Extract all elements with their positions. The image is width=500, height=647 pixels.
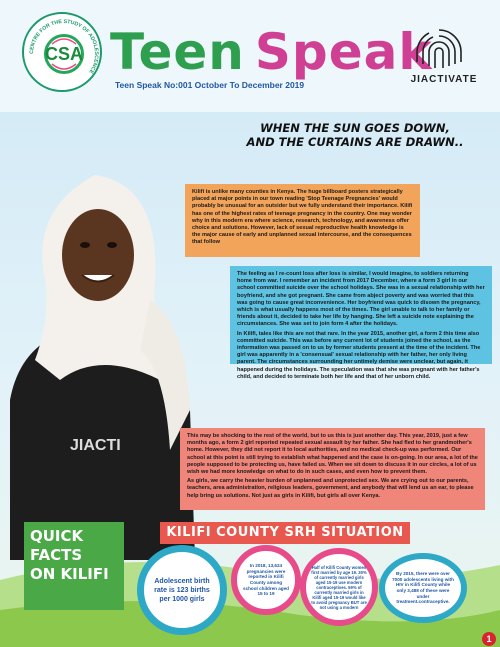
quick-line2: FACTS: [30, 546, 83, 564]
quick-line1: QUICK: [30, 527, 84, 545]
fact-text: In 2018, 13,624 pregnancies were reported in Kilifi County among school children aged 15 to 19: [243, 563, 289, 597]
fact-text: Adolescent birth rate is 123 births per 1000 girls: [154, 577, 210, 603]
masthead-title: [110, 22, 433, 82]
story-appeal-p1: This may be shocking to the rest of the world, but to us this is just another day. This year, 2019, just a few months ago, a form 2 girl reported repeated sexual assault by her father. She had fled to her grandmother's home. However, they did not report it to local authorities, and no medical check-up was performed. Our school at this point is still trying to establish what happened and the case is on-going. In our area, a lot of the people supposed to be protecting us, have failed us. When we sit down to discuss it in our circles, a lot of us wish we had more knowledge on what to do in such cases, and even how to prevent them.: [187, 433, 478, 476]
partner-name: JIACTIVATE: [410, 74, 478, 85]
story-intro-text: Kilifi is unlike many counties in Kenya. The huge billboard posters strategically placed at major points in our town reading 'Stop Teenage Pregnancies' would probably be unusual for an outsider but we fully understand their importance. Kilifi has one of the highest rates of teenage pregnancy in the country. One may wonder why in this modern era where science, research, technology, and awareness offer choice and solutions. However, lack of sexual reproductive health knowledge is the major cause of early and unplanned sexual intercourse, and the consequences that follow: [192, 189, 413, 246]
story-headline: [230, 121, 480, 149]
story-box-intro: [185, 184, 420, 257]
page-number: 1: [482, 632, 496, 646]
shirt-text: JIACTI: [70, 437, 121, 454]
story-box-appeal: [180, 428, 485, 510]
logo-ring-text: CENTRE FOR THE STUDY OF ADOLESCENCE: [28, 18, 100, 75]
story-incidents-p2: In Kilifi, tales like this are not that rare. In the year 2015, another girl, a form 2 this time also committed suicide. This was before any current lot of students joined the school, as the information was passed on to us by former students present at the time of the incident. The girl was apparently in a 'consensual' sexual relationship with her father, her only living parent. The circumstances surrounding her untimely demise were unclear, but again, it happened during the holidays. The speculation was that she was pregnant with her father's child, and decided to terminate both her life and that of her unborn child.: [237, 330, 481, 380]
title-speak: Speak: [254, 23, 433, 81]
headline-line1: WHEN THE SUN GOES DOWN,: [260, 121, 450, 135]
header: [0, 0, 500, 112]
fact-circle-pregnancies: [231, 545, 301, 615]
logo-letters: CSA: [44, 34, 84, 74]
girl-photo: [0, 150, 200, 560]
headline-line2: AND THE CURTAINS ARE DRAWN..: [246, 135, 464, 149]
story-appeal-p2: As girls, we carry the heavier burden of unplanned and unprotected sex. We are crying out to our parents, teachers, area administration, religious leaders, government, and anybody that will lend us an ear, to please help bring us solutions. Not just as girls in Kilifi, but girls all over Kenya.: [187, 478, 474, 499]
fact-circle-marriage: [300, 548, 378, 626]
section-title: KILIFI COUNTY SRH SITUATION: [166, 525, 404, 540]
story-incidents-p1: The feeling as I re-count loss after loss is similar, I would imagine, to soldiers returning home from war. I remember an incident from 2017 December, where a form 3 girl in our school committed suicide over the school holidays. She was in a sexual relationship with her boyfriend, and she got pregnant. She came from abject poverty and was worried that this was going to cause great inconvenience. Her boyfriend was quick to disown the pregnancy, which is what usually happens most of the times. The girl unable to talk to her family or friends about it, decided to take her life by hanging. She left a suicide note explaining the circumstances. She was set to join form 4 after the holidays.: [237, 271, 485, 328]
csa-logo: [22, 12, 102, 92]
fact-circle-birth-rate: [137, 545, 227, 635]
fact-text: Half of Kilifi County women first married by age 19. 30% of currently married girls aged 15-19 use modern contraceptives. 59% of currently married girls in Kilifi aged 15-19 would like to avoid pregnancy BUT are not using a modern: [311, 564, 367, 610]
quick-line3: ON KILIFI: [30, 565, 109, 583]
fact-circle-hiv: [379, 553, 467, 623]
story-box-incidents: [230, 266, 492, 380]
quick-facts-label: [24, 522, 124, 610]
issue-line: Teen Speak No:001 October To December 2019: [115, 80, 305, 90]
title-teen: Teen: [110, 23, 245, 81]
fact-text: By 2015, there were over 7000 adolescents living with HIV in Kilifi County while only 3,488 of these were under treatment.contraceptive.: [392, 571, 454, 605]
